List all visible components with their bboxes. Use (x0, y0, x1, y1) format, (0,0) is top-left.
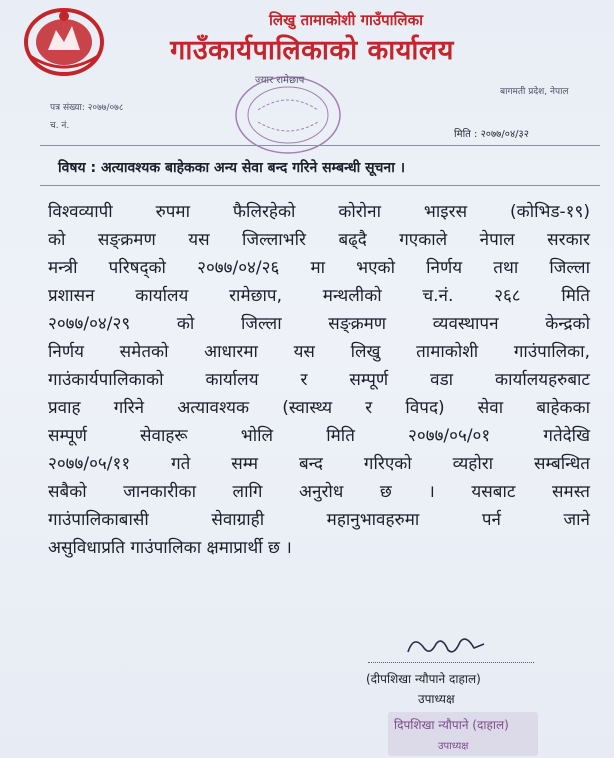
body-line: मन्त्री परिषद्को २०७७/०४/२६ मा भएको निर्णय तथा जिल्ला (48, 258, 590, 278)
letter-number: पत्र संख्या: २०७७/०७८ (50, 103, 124, 113)
subject-line: विषय : अत्यावश्यक बाहेकका अन्य सेवा बन्द गरिने सम्बन्धी सूचना । (58, 160, 406, 176)
body-line: विश्वव्यापी रुपमा फैलिरहेको कोरोना भाइरस (कोभिड-१९) (48, 202, 590, 222)
header-divider (40, 145, 600, 146)
body-line: गाउंकार्यपालिकाको कार्यालय र सम्पूर्ण वडा कार्यालयहरुबाट (48, 370, 590, 390)
body-line: सबैको जानकारीका लागि अनुरोध छ । यसबाट समस्त (48, 482, 590, 502)
body-line: गाउंपालिकाबासी सेवाग्राही महानुभावहरुमा पर्न जाने (48, 510, 590, 530)
stamp-title: उपाध्यक्ष (438, 741, 469, 752)
notice-body (48, 198, 590, 562)
body-line: २०७७/०५/११ गते सम्म बन्द गरिएको व्यहोरा सम्बन्धित (48, 454, 590, 474)
body-line: को सङ्क्रमण यस जिल्लाभरि बढ्दै गएकाले नेपाल सरकार (48, 230, 590, 250)
stamp-name: दिपशिखा न्यौपाने (दाहाल) (394, 718, 509, 732)
round-office-stamp-icon (228, 70, 348, 160)
body-line: २०७७/०४/२९ को जिल्ला सङ्क्रमण व्यवस्थापन केन्द्रको (48, 314, 590, 334)
signatory-name: (दीपशिखा न्यौपाने दाहाल) (366, 672, 481, 686)
body-line: प्रवाह गरिने अत्यावश्यक (स्वास्थ्य र विपद) सेवा बाहेकका (48, 398, 590, 418)
subject-divider (40, 185, 600, 186)
office-name: गाउँकार्यपालिकाको कार्यालय (170, 35, 454, 66)
body-line: सम्पूर्ण सेवाहरू भोलि मिति २०७७/०५/०१ गतेदेखि (48, 426, 590, 446)
office-place: ज्यार रामेछाप (255, 75, 305, 86)
province-name: बागमती प्रदेश, नेपाल (500, 87, 569, 97)
handwritten-signature-icon (400, 626, 490, 666)
dispatch-number: च. नं. (50, 121, 70, 131)
municipality-name: लिखु तामाकोशी गाउँपालिका (269, 11, 423, 29)
body-line: असुविधाप्रति गाउंपालिका क्षमाप्रार्थी छ । (48, 538, 292, 558)
signature-line (368, 662, 534, 663)
signatory-title: उपाध्यक्ष (418, 692, 455, 706)
letter-date: मिति : २०७७/०४/३२ (454, 129, 529, 140)
body-line: प्रशासन कार्यालय रामेछाप, मन्थलीको च.नं. २६८ मिति (48, 286, 590, 306)
body-line: निर्णय समेतको आधारमा यस लिखु तामाकोशी गाउंपालिका, (48, 342, 590, 362)
